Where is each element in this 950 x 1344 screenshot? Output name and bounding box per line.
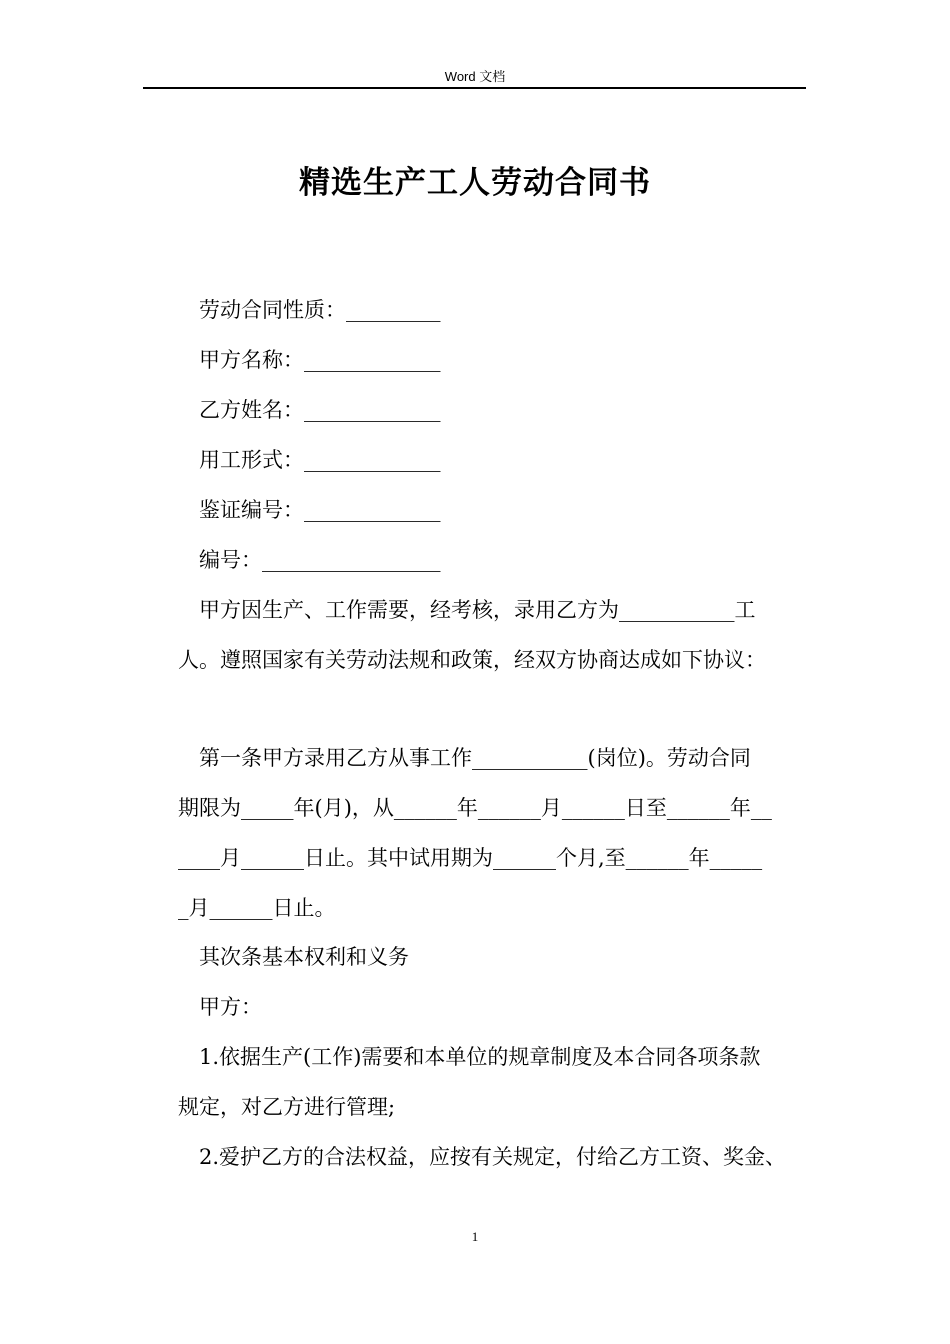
article-1-line: _月______日止。 xyxy=(178,896,336,920)
field-number: 编号：_________________ xyxy=(199,548,441,572)
list-item-1-line: 1.依据生产(工作)需要和本单位的规章制度及本合同各项条款 xyxy=(199,1045,761,1069)
party-a-label: 甲方： xyxy=(199,995,262,1019)
field-party-a-name: 甲方名称：_____________ xyxy=(199,348,441,372)
field-employment-form: 用工形式：_____________ xyxy=(199,448,441,472)
article-2-heading: 其次条基本权利和义务 xyxy=(199,945,409,969)
page-header: Word 文档 xyxy=(444,69,506,84)
article-1-line: 第一条甲方录用乙方从事工作___________(岗位)。劳动合同 xyxy=(199,746,751,770)
article-1-line: 期限为_____年(月)，从______年______月______日至______年__ xyxy=(178,796,772,820)
field-contract-nature: 劳动合同性质：_________ xyxy=(199,298,441,322)
field-party-b-name: 乙方姓名：_____________ xyxy=(199,398,441,422)
field-certification-number: 鉴证编号：_____________ xyxy=(199,498,441,522)
document-title: 精选生产工人劳动合同书 xyxy=(299,165,651,201)
article-1-line: ____月______日止。其中试用期为______个月,至______年_____ xyxy=(178,846,763,870)
intro-paragraph-line: 甲方因生产、工作需要，经考核，录用乙方为___________工 xyxy=(199,598,756,622)
list-item-1-line: 规定，对乙方进行管理; xyxy=(178,1095,396,1119)
header-rule xyxy=(143,87,806,89)
page-number: 1 xyxy=(471,1229,479,1244)
intro-paragraph-line: 人。遵照国家有关劳动法规和政策，经双方协商达成如下协议： xyxy=(178,648,766,672)
list-item-2-line: 2.爱护乙方的合法权益，应按有关规定，付给乙方工资、奖金、 xyxy=(199,1145,787,1169)
